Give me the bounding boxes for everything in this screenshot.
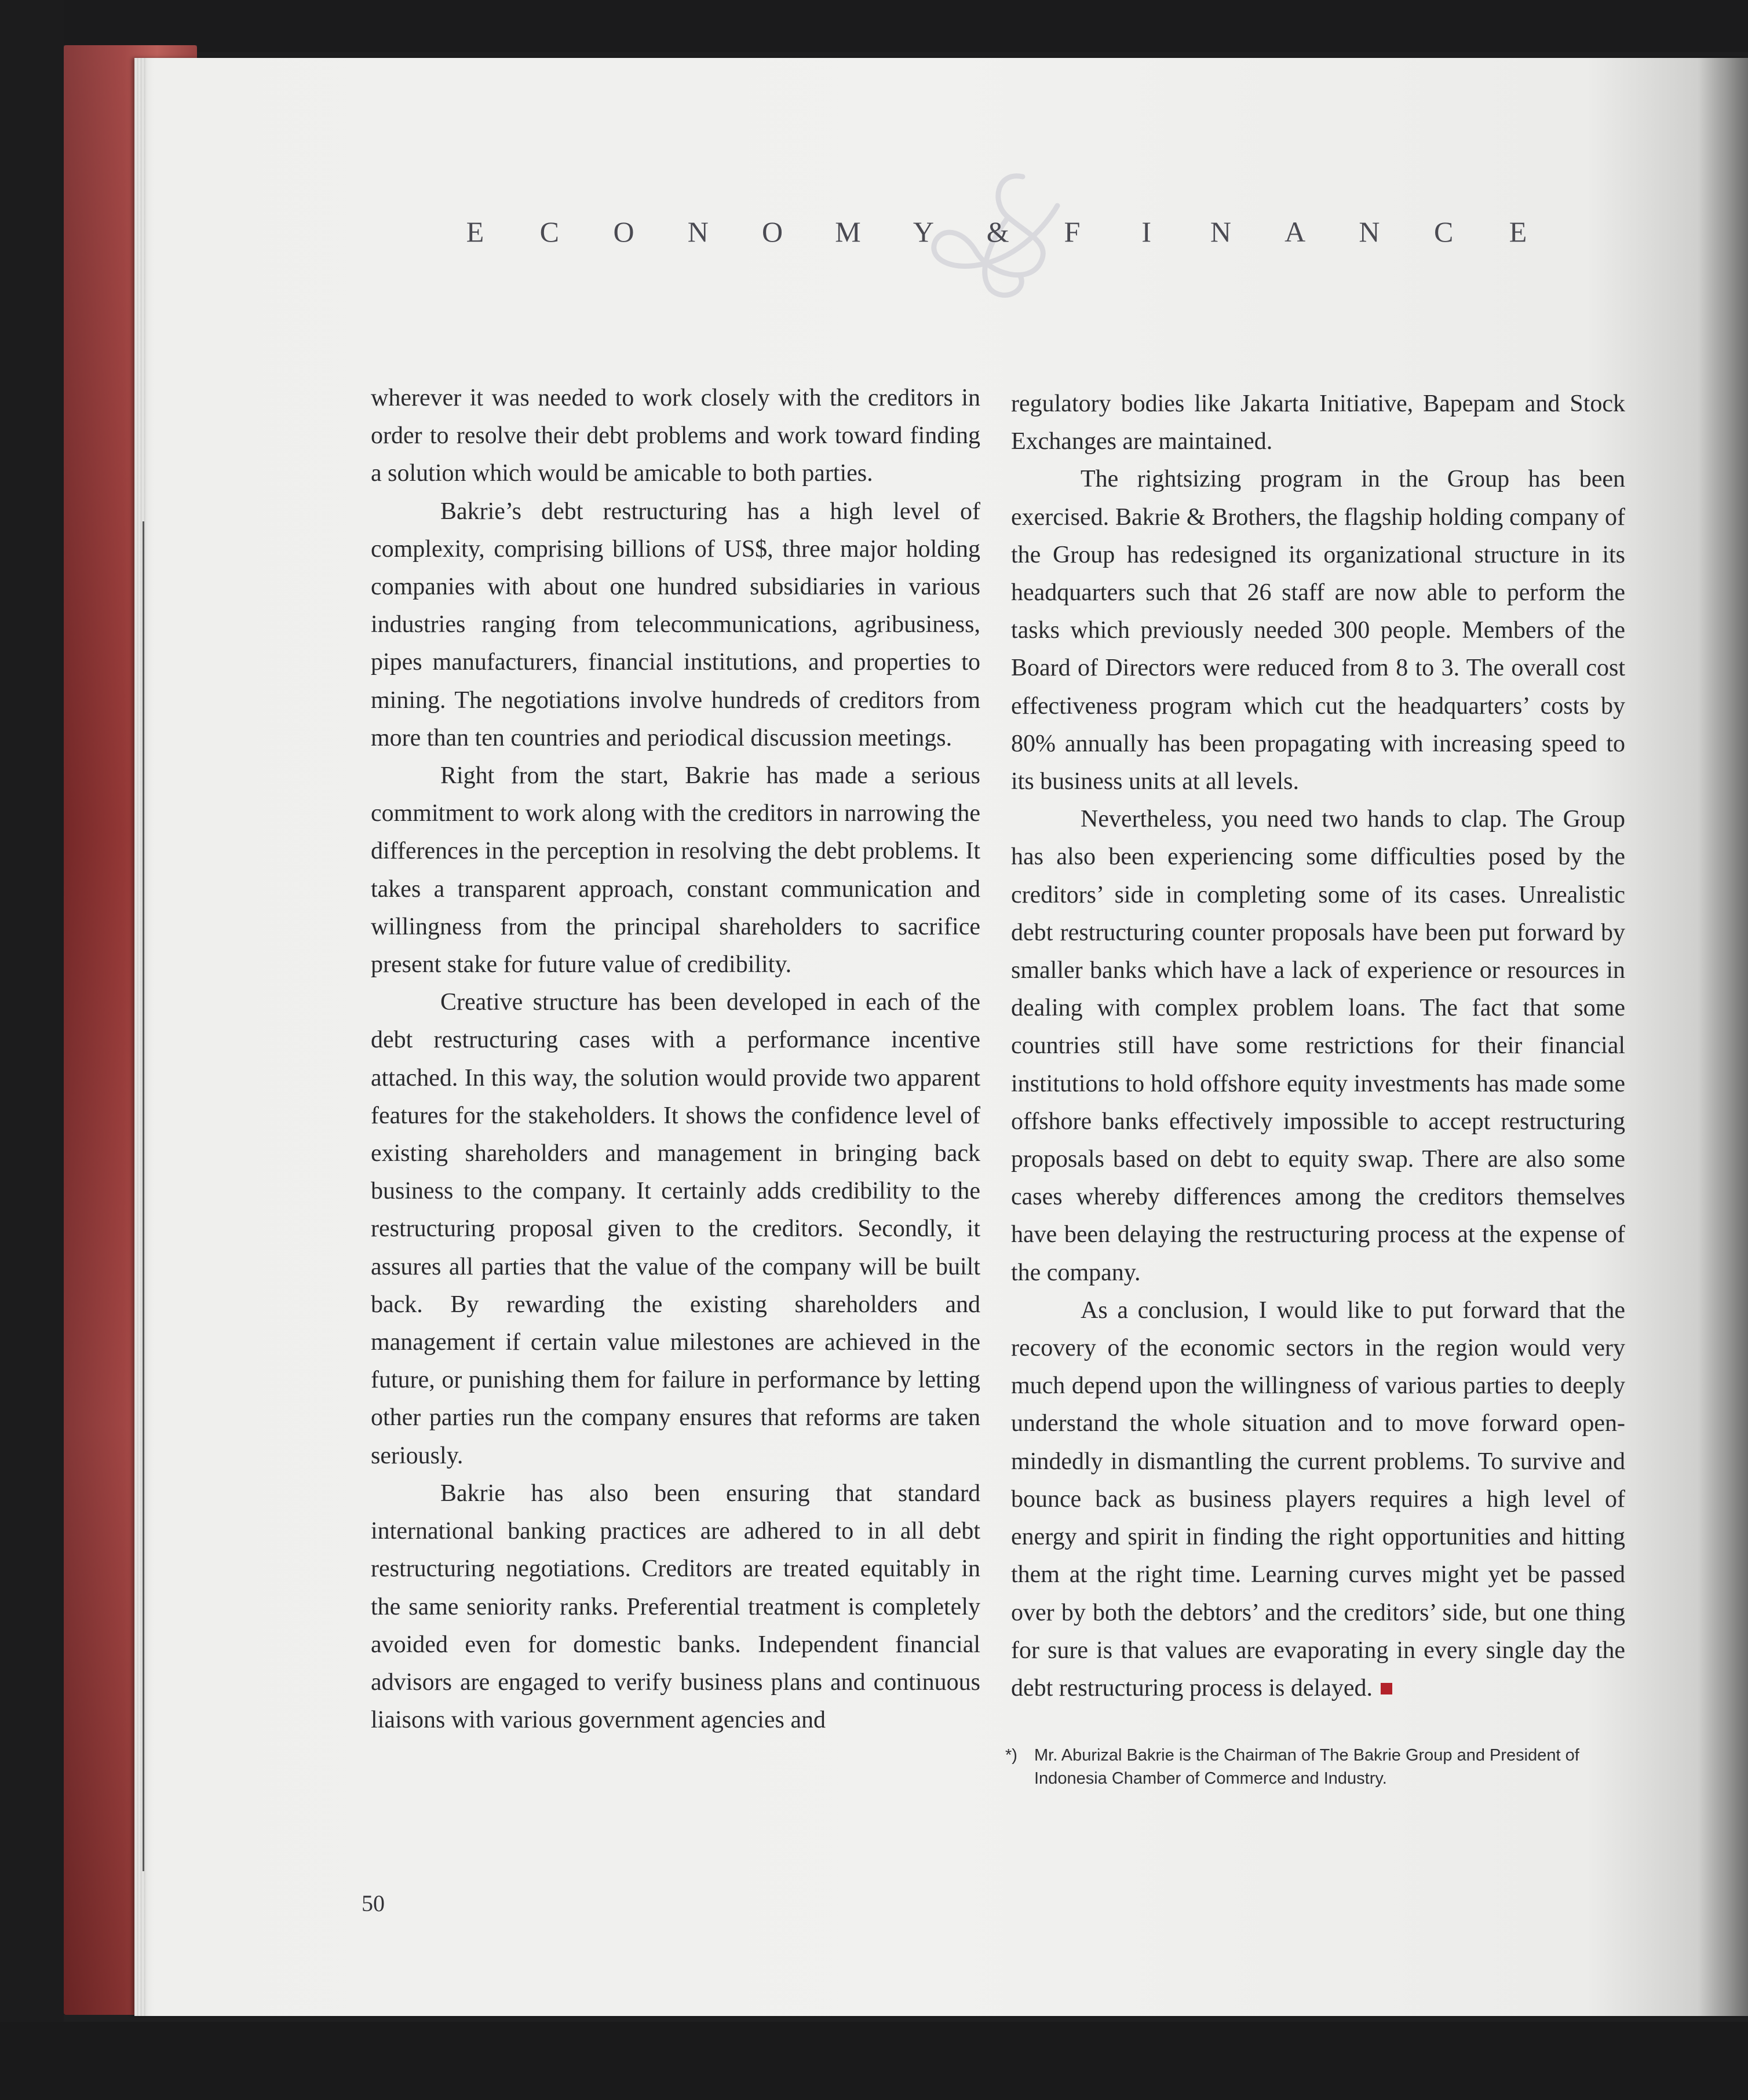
header-ampersand: & [986,216,1009,248]
header-letter: O [613,216,634,248]
running-header [464,206,1530,258]
header-letter: E [1509,216,1527,248]
closing-paragraph [1011,1292,1625,1707]
page-curl-shadow [1698,58,1748,2016]
footnote-text: Mr. Aburizal Bakrie is the Chairman of The Bakrie Group and President of Indonesia Chamber of Commerce and Industry. [1034,1746,1579,1788]
scanner-background-bottom [0,2022,1748,2100]
scanner-background-top [0,0,1748,52]
header-letter: I [1141,216,1152,248]
gutter-shadow-line [143,521,148,1871]
left-text-column [371,379,980,1739]
body-paragraph: Right from the start, Bakrie has made a serious commitment to work along with the creditors in narrowing the differences in the perception in resolving the debt problems. It takes a transparent approach, constant communication and willingness from the principal shareholders to sacrifice present stake for future value of credibility. [371,762,980,978]
body-paragraph: Bakrie’s debt restructuring has a high level of complexity, comprising billions of US$, three major holding companies with about one hundred subsidiaries in various industries ranging from telecommunications, agribusiness, pipes manufacturers, financial institutions, and properties to mining. The negotiations involve hundreds of creditors from more than ten countries and periodical discussion meetings. [371,498,980,751]
body-paragraph: wherever it was needed to work closely with the creditors in order to resolve their debt problems and work toward finding a solution which would be amicable to both parties. [371,385,980,487]
closing-paragraph-text: As a conclusion, I would like to put forward that the recovery of the economic sectors in the region would very much depend upon the willingness of various parties to deeply understand the whole situation and to move forward open-mindedly in dismantling the current problems. To survive and bounce back as business players requires a high level of energy and spirit in finding the right opportunities and hitting them at the right time. Learning curves might yet be passed over by both the debtors’ and the creditors’ side, but one thing for sure is that values are evaporating in every single day the debt restructuring process is delayed. [1011,1296,1625,1701]
header-letter: N [687,216,709,248]
footnote-marker: *) [1005,1746,1017,1765]
header-letter: Y [913,216,935,248]
header-letter: C [1434,216,1454,248]
body-paragraph: Creative structure has been developed in each of the debt restructuring cases with a performance incentive attached. In this way, the solution would provide two apparent features for the stakeholders. It shows the confidence level of existing shareholders and management in bringing back business to the company. It certainly adds credibility to the restructuring proposal given to the creditors. Secondly, it assures all parties that the value of the company will be built back. By rewarding the existing shareholders and management if certain value milestones are achieved in the future, or punishing them for failure in performance by letting other parties run the company ensures that reforms are taken seriously. [371,989,980,1469]
header-letter: E [466,216,484,248]
body-paragraph: Bakrie has also been ensuring that standard international banking practices are adhered to in all debt restructuring negotiations. Creditors are treated equitably in the same seniority ranks. Preferential treatment is completely avoided even for domestic banks. Independent financial advisors are engaged to verify business plans and continuous liaisons with various government agencies and [371,1480,980,1734]
header-letter: N [1210,216,1232,248]
header-letter: M [835,216,861,248]
body-paragraph: The rightsizing program in the Group has been exercised. Bakrie & Brothers, the flagship holding company of the Group has redesigned its organizational structure in its headquarters such that 26 staff are now able to perform the tasks which previously needed 300 people. Members of the Board of Directors were reduced from 8 to 3. The overall cost effectiveness program which cut the headquarters’ costs by 80% annually has been propagating with increasing speed to its business units at all levels. [1011,466,1625,795]
body-paragraph: Nevertheless, you need two hands to clap. The Group has also been experiencing some difficulties posed by the creditors’ side in completing some of its cases. Unrealistic debt restructuring counter proposals have been put forward by smaller banks which have a lack of experience or resources in dealing with complex problem loans. The fact that some countries still have some restrictions for their financial institutions to hold offshore equity investments has made some offshore banks effectively impossible to accept restructuring proposals based on debt to equity swap. There are also some cases whereby differences among the creditors themselves have been delaying the restructuring process at the expense of the company. [1011,806,1625,1286]
end-of-article-mark [1381,1683,1392,1694]
scanner-background-left [0,0,64,2100]
right-text-column [1011,385,1625,1707]
body-paragraph: regulatory bodies like Jakarta Initiative, Bapepam and Stock Exchanges are maintained. [1011,390,1625,455]
header-letter: N [1359,216,1380,248]
page-number: 50 [362,1890,385,1916]
header-letter: F [1064,216,1081,248]
footnote [1005,1744,1628,1790]
header-letter: A [1284,216,1306,248]
header-letter: O [761,216,783,248]
header-letter: C [539,216,559,248]
